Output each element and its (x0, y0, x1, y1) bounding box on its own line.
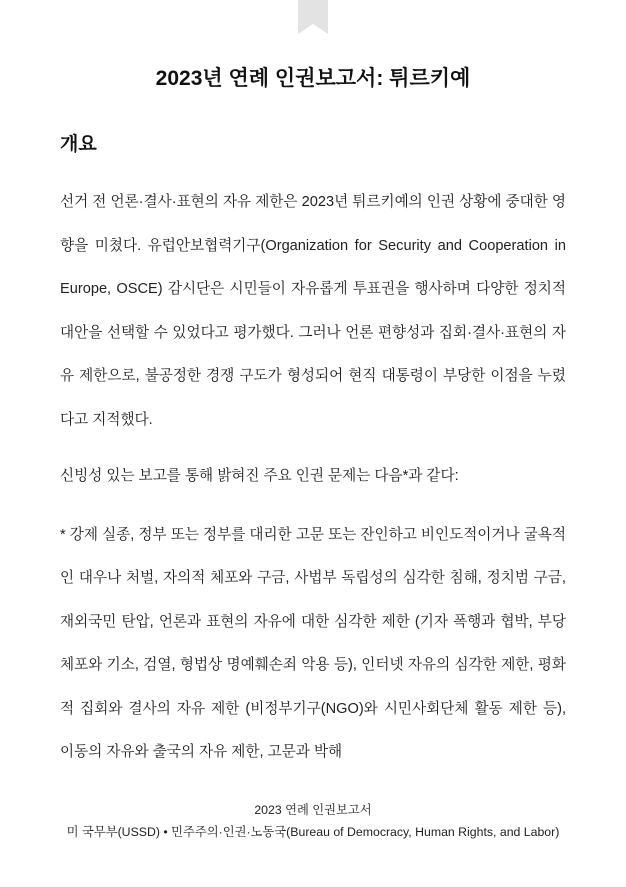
paragraph-overview: 선거 전 언론·결사·표현의 자유 제한은 2023년 튀르키예의 인권 상황에 중대한 영향을 미쳤다. 유럽안보협력기구(Organization for Security and Cooperation in Europe, OSCE) 감시단은 시민들이 자유롭게 투표권을 행사하며 다양한 정치적 대안을 선택할 수 있었다고 평가했다. 그러나 언론 편향성과 집회·결사·표현의 자유 제한으로, 불공정한 경쟁 구도가 형성되어 현직 대통령이 부당한 이점을 누렸다고 지적했다. (60, 194, 566, 428)
document-body (60, 181, 566, 775)
paragraph-issues: * 강제 실종, 정부 또는 정부를 대리한 고문 또는 잔인하고 비인도적이거나 굴욕적인 대우나 처벌, 자의적 체포와 구금, 사법부 독립성의 심각한 침해, 정치범 구금, 재외국민 탄압, 언론과 표현의 자유에 대한 심각한 제한 (기자 폭행과 협박, 부당 체포와 기소, 검열, 형법상 명예훼손죄 악용 등), 인터넷 자유의 심각한 제한, 평화적 집회와 결사의 자유 제한 (비정부기구(NGO)와 시민사회단체 활동 제한 등), 이동의 자유와 출국의 자유 제한, 고문과 박해 (60, 526, 566, 760)
page-title: 2023년 연례 인권보고서: 튀르키예 (155, 67, 471, 90)
footer-report-name: 2023 연례 인권보고서 (254, 803, 372, 817)
bookmark-shape (298, 0, 328, 34)
page-footer (60, 801, 566, 841)
section-heading: 개요 (60, 134, 97, 155)
paragraph-intro-list: 신빙성 있는 보고를 통해 밝혀진 주요 인권 문제는 다음*과 같다: (60, 468, 459, 484)
bookmark-icon[interactable] (298, 0, 328, 34)
footer-publisher: 미 국무부(USSD) • 민주주의·인권·노동국(Bureau of Democracy, Human Rights, and Labor) (66, 825, 560, 839)
